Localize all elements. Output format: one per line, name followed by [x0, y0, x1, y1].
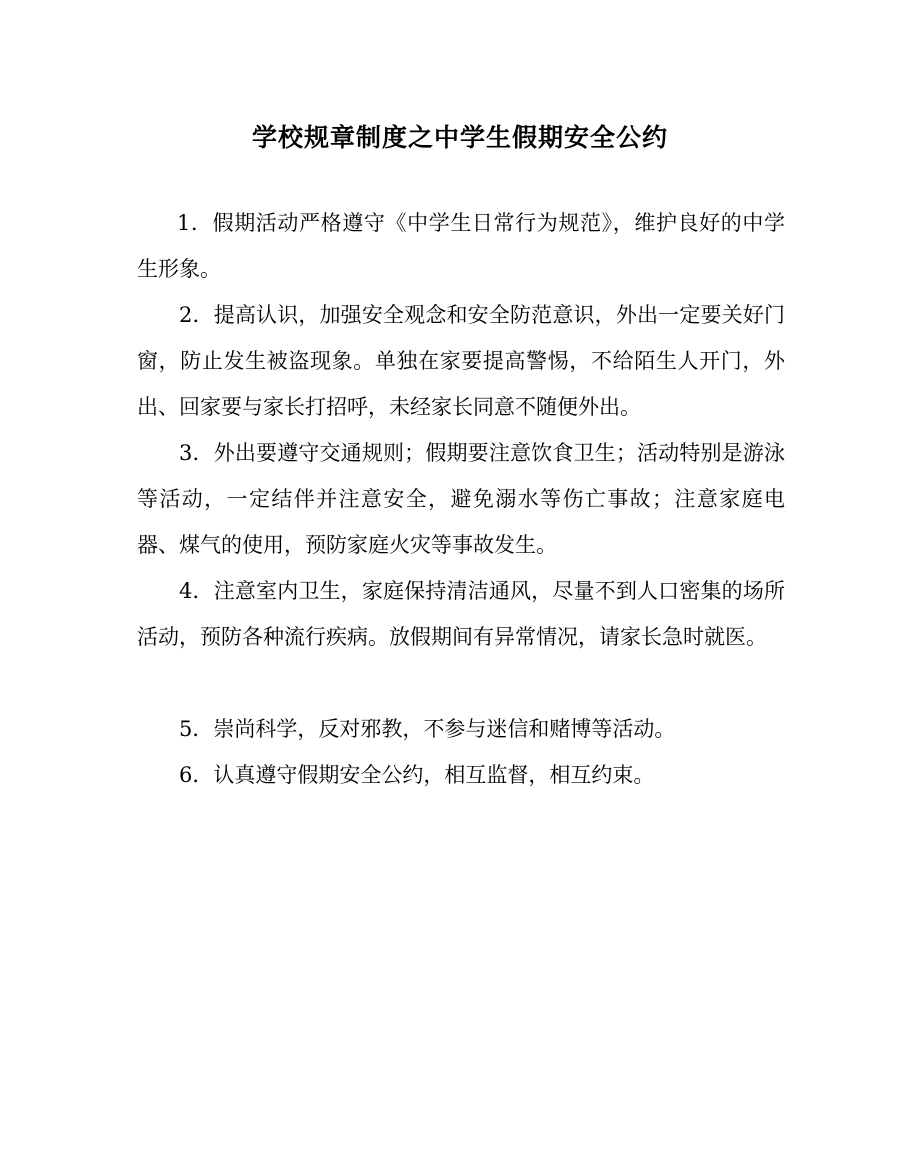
- paragraph-2: 2．提高认识，加强安全观念和安全防范意识，外出一定要关好门窗，防止发生被盗现象。单独在家要提高警惕，不给陌生人开门，外出、回家要与家长打招呼，未经家长同意不随便外出。: [137, 303, 785, 419]
- document-title: 学校规章制度之中学生假期安全公约: [251, 123, 668, 152]
- paragraph-6: 6．认真遵守假期安全公约，相互监督，相互约束。: [179, 763, 655, 787]
- paragraph-spacer: [137, 660, 785, 706]
- paragraph-5: 5．崇尚科学，反对邪教，不参与迷信和赌博等活动。: [179, 717, 676, 741]
- paragraph-4: 4．注意室内卫生，家庭保持清洁通风，尽量不到人口密集的场所活动，预防各种流行疾病。放假期间有异常情况，请家长急时就医。: [137, 579, 785, 649]
- paragraph-1: 1．假期活动严格遵守《中学生日常行为规范》，维护良好的中学生形象。: [137, 211, 785, 281]
- paragraph-3: 3．外出要遵守交通规则；假期要注意饮食卫生；活动特别是游泳等活动，一定结伴并注意安全，避免溺水等伤亡事故；注意家庭电器、煤气的使用，预防家庭火灾等事故发生。: [137, 441, 785, 557]
- document-body: [137, 200, 785, 798]
